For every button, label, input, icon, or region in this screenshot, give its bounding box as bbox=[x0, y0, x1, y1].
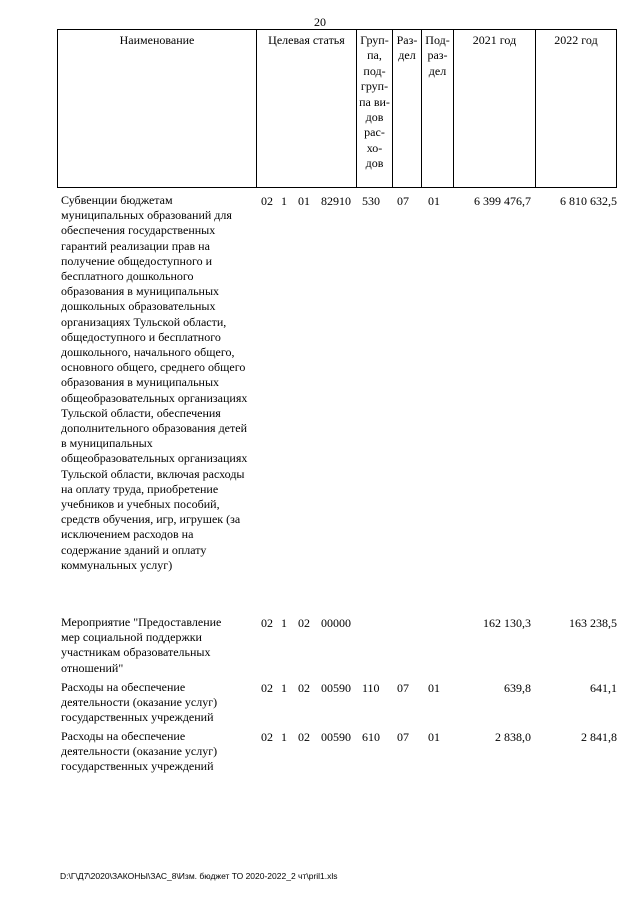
row-name: Расходы на обеспечение деятельности (оказание услуг) государственных учреждений bbox=[61, 729, 218, 774]
target-program: 02 bbox=[261, 194, 273, 208]
header-name: Наименование bbox=[58, 30, 257, 187]
amount-2022: 163 238,5 bbox=[569, 616, 617, 630]
target-direction: 00590 bbox=[321, 730, 351, 744]
target-subprogram: 1 bbox=[281, 616, 287, 630]
subsection-code: 01 bbox=[428, 194, 440, 208]
amount-2021: 639,8 bbox=[504, 681, 531, 695]
group-code: 110 bbox=[362, 681, 380, 695]
row-name: Мероприятие "Предоставление мер социальной поддержки участникам образовательных отношений" bbox=[61, 615, 222, 675]
header-group: Груп- па, под- груп- па ви- дов рас- хо- дов bbox=[357, 30, 393, 187]
amount-2021: 2 838,0 bbox=[495, 730, 531, 744]
target-direction: 00590 bbox=[321, 681, 351, 695]
page-number: 20 bbox=[314, 15, 326, 29]
target-subprogram: 1 bbox=[281, 194, 287, 208]
row-name: Субвенции бюджетам муниципальных образований для обеспечения государственных гарантий реализации прав на получение общедоступного и бесплатного дошкольного образования в муниципальных дошкольных образовательных организациях Тульской области, общедоступного и бесплатного дошкольного, начального общего, основного общего, среднего общего образования в муниципальных общеобразовательных организациях Тульской области, обеспечения дополнительного образования детей в муниципальных общеобразовательных организациях Тульской области, включая расходы на оплату труда, приобретение учебников и учебных пособий, средств обучения, игр, игрушек (за исключением расходов на содержание зданий и оплату коммунальных услуг) bbox=[61, 193, 248, 572]
amount-2021: 6 399 476,7 bbox=[474, 194, 531, 208]
section-code: 07 bbox=[397, 681, 409, 695]
header-subsection: Под- раз- дел bbox=[422, 30, 454, 187]
section-code: 07 bbox=[397, 730, 409, 744]
target-program: 02 bbox=[261, 681, 273, 695]
amount-2022: 2 841,8 bbox=[581, 730, 617, 744]
header-target: Целевая статья bbox=[257, 30, 357, 187]
table-header bbox=[57, 29, 617, 188]
table-row bbox=[57, 615, 617, 677]
target-event: 02 bbox=[298, 616, 310, 630]
target-direction: 00000 bbox=[321, 616, 351, 630]
table-row bbox=[57, 680, 617, 728]
target-direction: 82910 bbox=[321, 194, 351, 208]
amount-2022: 641,1 bbox=[590, 681, 617, 695]
amount-2022: 6 810 632,5 bbox=[560, 194, 617, 208]
file-path-footer: D:\Г\Д7\2020\ЗАКОНЫ\ЗАС_8\Изм. бюджет ТО 2020-2022_2 чт\pril1.xls bbox=[60, 871, 338, 881]
amount-2021: 162 130,3 bbox=[483, 616, 531, 630]
target-subprogram: 1 bbox=[281, 730, 287, 744]
target-program: 02 bbox=[261, 616, 273, 630]
target-event: 02 bbox=[298, 681, 310, 695]
header-section: Раз- дел bbox=[393, 30, 422, 187]
group-code: 530 bbox=[362, 194, 380, 208]
target-subprogram: 1 bbox=[281, 681, 287, 695]
target-event: 01 bbox=[298, 194, 310, 208]
target-event: 02 bbox=[298, 730, 310, 744]
subsection-code: 01 bbox=[428, 730, 440, 744]
target-program: 02 bbox=[261, 730, 273, 744]
subsection-code: 01 bbox=[428, 681, 440, 695]
header-2022: 2022 год bbox=[554, 33, 598, 47]
section-code: 07 bbox=[397, 194, 409, 208]
header-2021: 2021 год bbox=[454, 30, 536, 187]
group-code: 610 bbox=[362, 730, 380, 744]
table-row bbox=[57, 729, 617, 777]
row-name: Расходы на обеспечение деятельности (оказание услуг) государственных учреждений bbox=[61, 680, 218, 725]
table-row bbox=[57, 193, 617, 573]
